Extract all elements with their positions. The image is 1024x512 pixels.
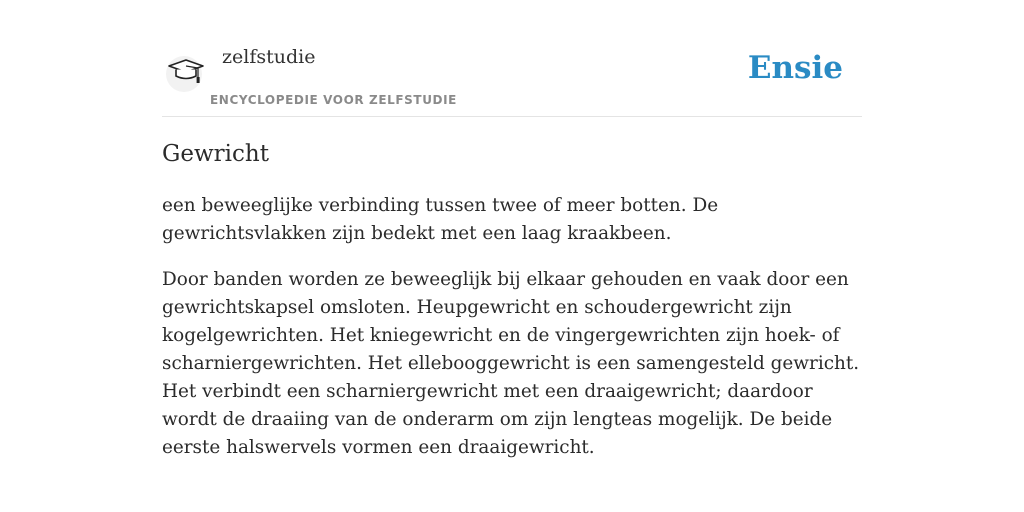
article — [162, 138, 862, 480]
ensie-logo-link[interactable]: Ensie — [747, 50, 843, 86]
graduation-cap-icon[interactable] — [164, 52, 208, 92]
article-paragraph: Door banden worden ze beweeglijk bij elkaar gehouden en vaak door een gewrichtskapsel omsloten. Heupgewricht en schoudergewricht zijn kogelgewrichten. Het kniegewricht en de vingergewrichten zijn hoek- of scharniergewrichten. Het ellebooggewricht is een samengesteld gewricht. Het verbindt een scharniergewricht met een draaigewricht; daardoor wordt de draaiing van de onderarm om zijn lengteas mogelijk. De beide eerste halswervels vormen een draaigewricht. — [162, 269, 860, 458]
article-title: Gewricht — [162, 141, 269, 167]
site-tagline: ENCYCLOPEDIE VOOR ZELFSTUDIE — [210, 93, 457, 107]
site-name-link[interactable]: zelfstudie — [222, 46, 316, 68]
article-paragraph: een beweeglijke verbinding tussen twee of meer botten. De gewrichtsvlakken zijn bedekt met een laag kraakbeen. — [162, 195, 719, 244]
site-header — [162, 40, 862, 117]
